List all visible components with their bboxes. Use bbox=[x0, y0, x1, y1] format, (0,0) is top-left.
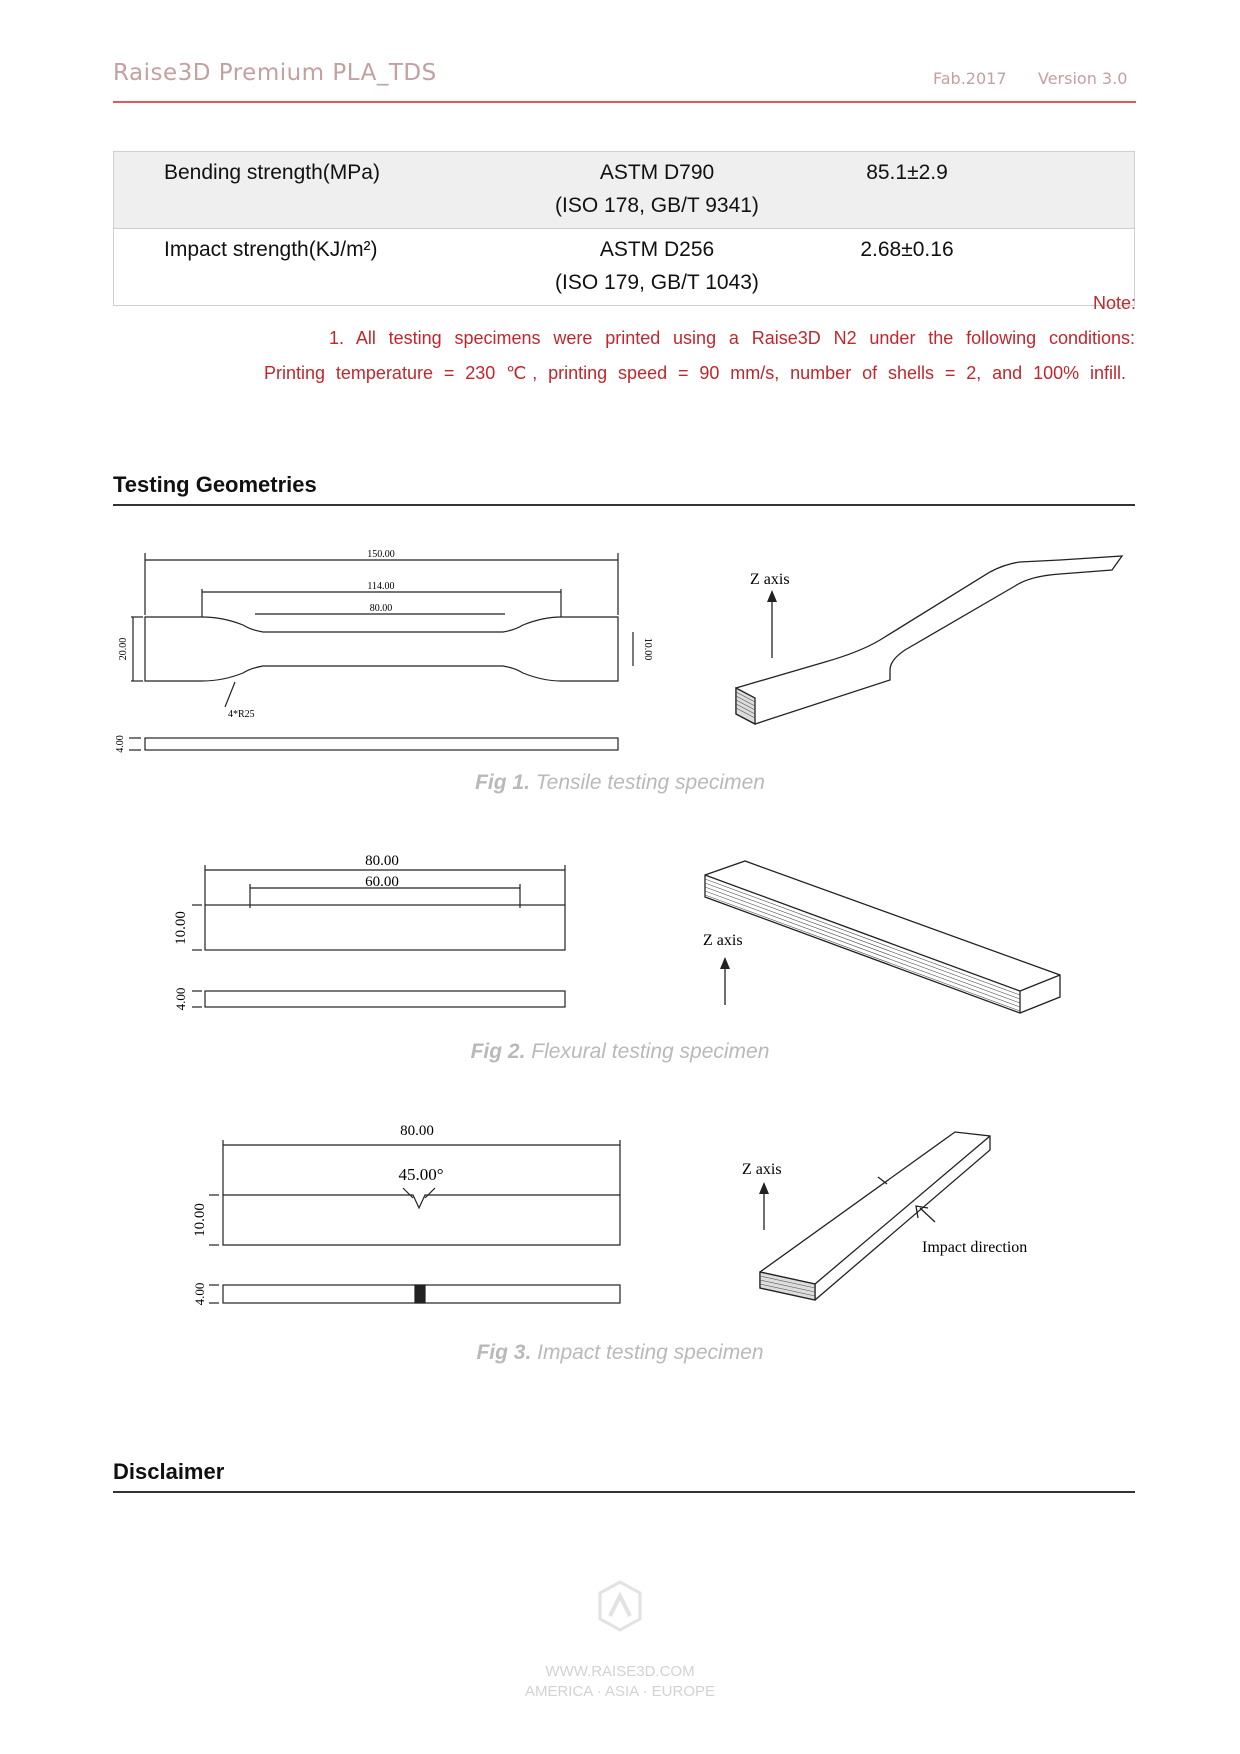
method-line: ASTM D256 bbox=[599, 238, 715, 261]
note-line: Printing temperature = 230 ℃, printing speed = 90 mm/s, number of shells = 2, and 100% infill. bbox=[264, 363, 1126, 383]
z-axis-label: Z axis bbox=[742, 1161, 782, 1178]
document-date: Fab.2017 bbox=[933, 69, 1007, 88]
dim-narrow-width: 10.00 bbox=[642, 637, 653, 661]
caption-text: Tensile testing specimen bbox=[535, 771, 765, 794]
dim-length: 80.00 bbox=[400, 1123, 434, 1139]
method-line: (ISO 178, GB/T 9341) bbox=[555, 194, 759, 217]
note-label: Note: bbox=[1092, 293, 1136, 313]
dim-thickness: 4.00 bbox=[173, 987, 188, 1011]
caption-text: Flexural testing specimen bbox=[531, 1040, 770, 1063]
section-title-testing-geometries: Testing Geometries bbox=[113, 472, 317, 497]
section-title-disclaimer: Disclaimer bbox=[113, 1459, 225, 1484]
section-rule bbox=[113, 504, 1135, 506]
z-axis-label: Z axis bbox=[703, 932, 743, 949]
dim-notch-angle: 45.00° bbox=[398, 1165, 444, 1184]
figure-caption bbox=[320, 1040, 920, 1064]
dim-width: 20.00 bbox=[118, 637, 129, 661]
note-line: 1. All testing specimens were printed using a Raise3D N2 under the following conditions: bbox=[329, 328, 1135, 348]
table-row bbox=[114, 152, 1135, 229]
dim-width: 10.00 bbox=[173, 911, 189, 945]
dim-span: 60.00 bbox=[365, 874, 399, 890]
impact-specimen-drawing bbox=[185, 1120, 625, 1320]
value-cell: 2.68±0.16 bbox=[820, 229, 1135, 306]
raise3d-logo-icon bbox=[597, 1580, 643, 1632]
section-rule bbox=[113, 1491, 1135, 1493]
properties-table bbox=[113, 151, 1135, 306]
figure-caption bbox=[320, 1341, 920, 1365]
caption-number: Fig 2. bbox=[470, 1040, 526, 1063]
impact-direction-label: Impact direction bbox=[922, 1239, 1028, 1256]
dim-thickness: 4.00 bbox=[192, 1282, 207, 1306]
flexural-specimen-3d bbox=[695, 855, 1075, 1025]
figure-caption bbox=[320, 771, 920, 795]
method-line: ASTM D790 bbox=[599, 161, 715, 184]
method-cell bbox=[494, 152, 820, 229]
dim-gauge-length: 114.00 bbox=[367, 581, 395, 592]
z-axis-label: Z axis bbox=[750, 571, 790, 588]
method-line: (ISO 179, GB/T 1043) bbox=[555, 271, 759, 294]
method-cell bbox=[494, 229, 820, 306]
value-cell: 85.1±2.9 bbox=[820, 152, 1135, 229]
dim-width: 10.00 bbox=[192, 1203, 208, 1237]
property-cell: Impact strength(KJ/m²) bbox=[114, 229, 495, 306]
dim-thickness: 4.00 bbox=[115, 735, 126, 753]
caption-number: Fig 1. bbox=[475, 771, 530, 794]
caption-text: Impact testing specimen bbox=[537, 1341, 764, 1364]
document-title: Raise3D Premium PLA_TDS bbox=[113, 60, 437, 86]
caption-number: Fig 3. bbox=[476, 1341, 532, 1364]
impact-specimen-3d bbox=[730, 1122, 1090, 1322]
document-version: Version 3.0 bbox=[1038, 69, 1128, 88]
flexural-specimen-drawing bbox=[170, 850, 590, 1020]
dim-radius: 4*R25 bbox=[228, 709, 255, 720]
dim-overall-length: 150.00 bbox=[367, 549, 395, 560]
footer-url: WWW.RAISE3D.COM bbox=[545, 1663, 695, 1680]
tensile-specimen-drawing bbox=[113, 545, 673, 760]
footer-regions: AMERICA · ASIA · EUROPE bbox=[524, 1683, 716, 1700]
property-cell: Bending strength(MPa) bbox=[114, 152, 495, 229]
dim-length: 80.00 bbox=[365, 853, 399, 869]
header-rule bbox=[113, 101, 1136, 103]
tensile-specimen-3d bbox=[730, 552, 1130, 752]
table-row bbox=[114, 229, 1135, 306]
dim-inner-length: 80.00 bbox=[369, 603, 393, 614]
